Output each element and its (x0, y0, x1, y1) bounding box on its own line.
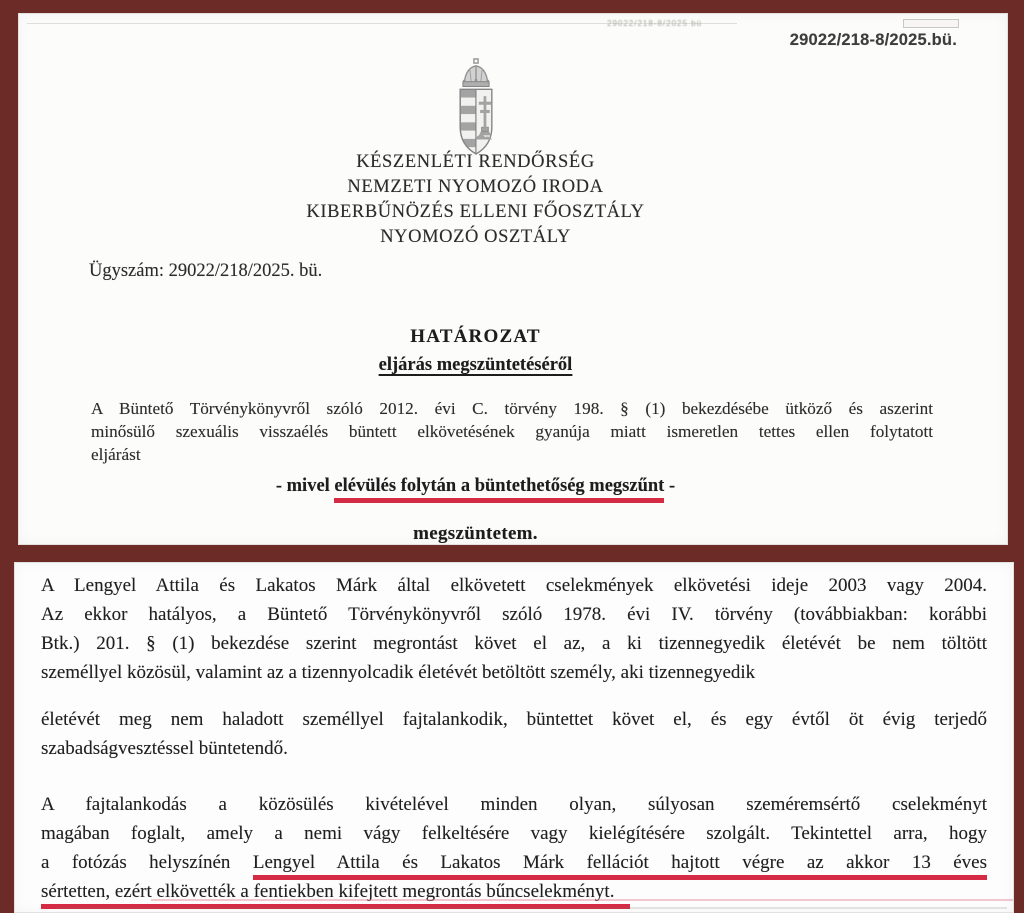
scan-smudge-text: 29022/218-8/2025 bü (607, 18, 703, 28)
cutoff-text-artifact (55, 907, 1007, 909)
p1-line-4: személlyel közösül, valamint az a tizennyolcadik életévét betöltött személy, aki tizennegyedik (41, 662, 756, 683)
p2-line-2: szabadságvesztéssel büntetendő. (41, 738, 288, 759)
org-line-3: KIBERBŰNÖZÉS ELLENI FŐOSZTÁLY (306, 202, 645, 222)
org-line-2: NEMZETI NYOMOZÓ IRODA (347, 177, 604, 197)
cutoff-red-underline-artifact (151, 899, 1013, 901)
p3-line-3 (41, 848, 987, 877)
document-subtitle: eljárás megszüntetéséről (378, 355, 573, 375)
p2-line-1: életévét meg nem haladott személlyel fajtalankodik, büntettet követ el, és egy évtől öt évig terjedő (41, 709, 987, 730)
legal-paragraph-line-3: eljárást (91, 445, 141, 464)
p3-line-3-underlined-red: Lengyel Attila és Lakatos Márk fellációt hajtott végre az akkor 13 éves (253, 852, 987, 880)
termination-reason-line (19, 476, 932, 497)
org-line-1: KÉSZENLÉTI RENDŐRSÉG (356, 152, 595, 172)
org-header-block (19, 150, 932, 250)
document-title: HATÁROZAT (410, 326, 541, 347)
reason-suffix: - (664, 476, 676, 496)
paragraph-1 (41, 571, 987, 687)
org-line-4: NYOMOZÓ OSZTÁLY (380, 227, 571, 247)
reason-underlined-red: elévülés folytán a büntethetőség megszűnt (334, 476, 664, 503)
p1-line-3: Btk.) 201. § (1) bekezdése szerint megrontást követ el az, a ki tizennegyedik életévét be nem töltött (41, 633, 987, 654)
case-number-line: Ügyszám: 29022/218/2025. bü. (89, 261, 323, 281)
decision-word: megszüntetem. (413, 523, 538, 544)
paragraph-2 (41, 705, 987, 763)
p3-line-4 (41, 877, 987, 906)
p3-line-3-prefix: a fotózás helyszínén (41, 852, 253, 873)
legal-paragraph-line-2: minősülő szexuális visszaélés büntett elkövetésének gyanúja miatt ismeretlen tettes ellen folytatott (91, 422, 933, 441)
p3-line-2: magában foglalt, amely a nemi vágy felkeltésére vagy kielégítésére szolgált. Tekintettel arra, hogy (41, 823, 987, 844)
reason-prefix: - mivel (275, 476, 335, 496)
scan-header-box (903, 19, 959, 28)
p3-line-4-underlined-red: sértetten, ezért elkövették a fentiekben kifejtett megrontás bűncselekményt. (41, 881, 630, 909)
paragraph-3 (41, 790, 987, 906)
document-body-text (41, 571, 987, 906)
legal-paragraph-line-1: A Büntető Törvénykönyvről szóló 2012. évi C. törvény 198. § (1) bekezdésébe ütköző és aszerint (91, 399, 933, 418)
p3-line-1: A fajtalankodás a közösülés kivételével minden olyan, súlyosan szeméremsértő cselekményt (41, 794, 987, 815)
document-page-top (18, 13, 1008, 545)
document-page-bottom (14, 562, 1014, 913)
legal-paragraph (91, 397, 933, 466)
scan-header-smudge (607, 18, 897, 28)
p1-line-2: Az ekkor hatályos, a Büntető Törvénykönyvről szóló 1978. évi IV. törvény (továbbiakban: korábbi (41, 604, 987, 625)
case-reference-number: 29022/218-8/2025.bü. (789, 31, 957, 49)
p1-line-1: A Lengyel Attila és Lakatos Márk által elkövetett cselekmények elkövetési ideje 2003 vagy 2004. (41, 575, 987, 596)
